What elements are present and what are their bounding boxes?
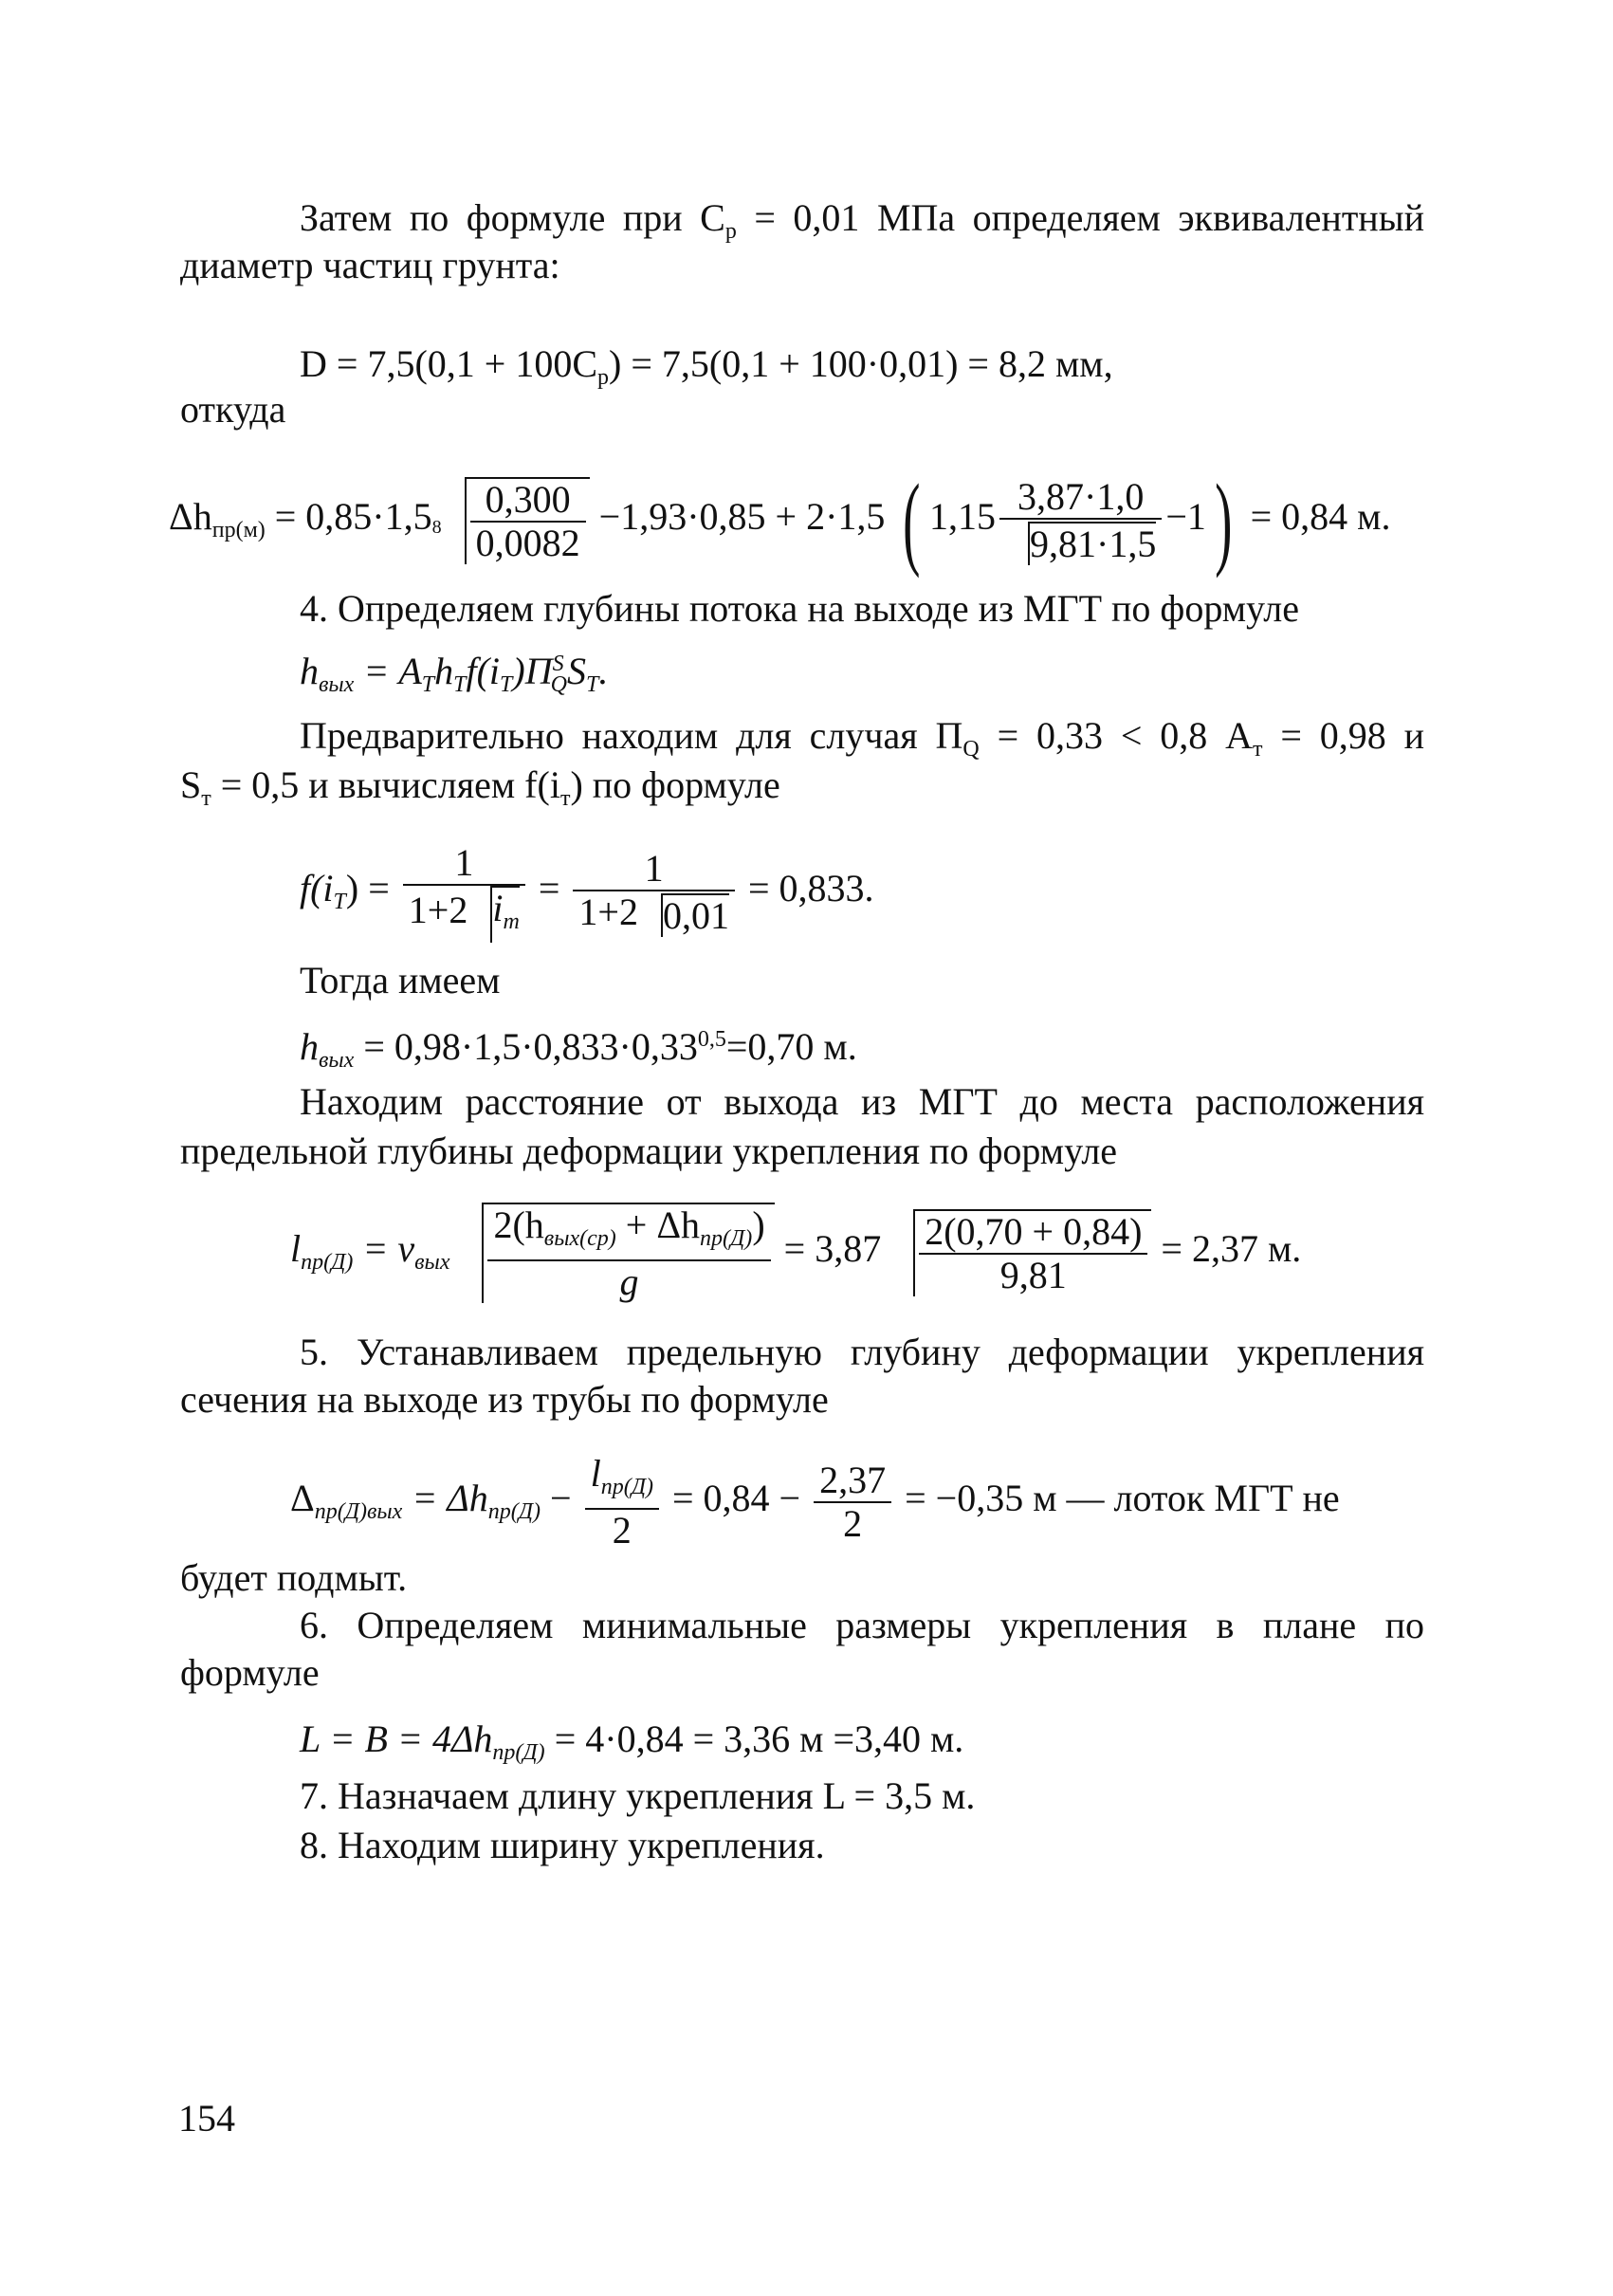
page-number: 154 <box>178 2097 235 2140</box>
equation-diameter: $D = 7,5(0,1 + 100C_р) = 7,5(0,1 + 100\cdot 0,01) = 8,2$ мм, <box>300 342 1113 390</box>
equation-hvyh-general: $h_{вых} = A_Th_Tf(i_T)П^S_QS_T$. <box>300 650 609 697</box>
equation-l-pr: $l_{пр(Д)} = v_{вых}$ $\frac{2(h_{вых(ср)} + \Delta h_{пр(Д)})}{g}$ = 3,87 $\frac{2(0,70 + 0,84)}{9,81}$ = 2,37 м. <box>290 1203 1302 1303</box>
text-budet: будет подмыт. <box>180 1556 408 1599</box>
word-togda: Тогда имеем <box>300 959 501 1001</box>
root-dh: $\frac{0,300}{0,0082}$ <box>442 477 590 564</box>
step-6-line2: формуле <box>180 1651 320 1694</box>
equation-delta-h: $\Delta h_{пр(м)} = 0,85\cdot 1,5^8$ $\frac{0,300}{0,0082}$ −1,93·0,85 + 2·1,5 ( 1,15 $\frac{3,87\cdot 1,0}{9,81\cdot 1,5}$ −1) = 0,84 м. <box>169 463 1391 579</box>
root-index: 8 <box>431 517 442 539</box>
step-5-line2: сечения на выходе из трубы по формуле <box>180 1378 829 1421</box>
paragraph-intro-line1: Затем по формуле при $С_р = 0,01$ МПа определяем эквивалентный <box>300 196 1424 244</box>
step-6-line1: 6. Определяем минимальные размеры укрепления в плане по <box>300 1604 1424 1646</box>
equation-lb: $L = B = 4\Delta h_{пр(Д)} = 4\cdot 0,84 = 3,36$ м =3,40 м. <box>300 1717 964 1765</box>
step-8: 8. Находим ширину укрепления. <box>300 1824 825 1866</box>
word-otkuda: откуда <box>180 388 286 431</box>
equation-delta: $\Delta_{пр(Д)вых} = \Delta h_{пр(Д)}$ − $\frac{l_{пр(Д)}}{2}$ = 0,84 − $\frac{2,37}{2}$ = −0,35 м — лоток МГТ не <box>290 1452 1340 1552</box>
paragraph-prelim-line2: $S_т = 0,5$ и вычисляем $f(i_т)$ по формуле <box>180 763 780 811</box>
equation-hvyh-value: $h_{вых} = 0,98\cdot 1,5\cdot 0,833\cdot 0,33^{0,5}=0,70$ м. <box>300 1025 857 1073</box>
step-4: 4. Определяем глубины потока на выходе из МГТ по формуле <box>300 587 1299 630</box>
paragraph-find-line2: предельной глубины деформации укрепления по формуле <box>180 1130 1118 1172</box>
paragraph-prelim-line1: Предварительно находим для случая $П_Q = 0,33 < 0,8$ $А_т = 0,98$ и <box>300 714 1425 762</box>
equation-f-it: $f(i_T)$ = $\frac{1}{1+2 i_m}$ = $\frac{1}{1+2 0,01}$ = 0,833. <box>300 842 874 943</box>
paragraph-intro-line2: диаметр частиц грунта: <box>180 244 560 286</box>
step-7: 7. Назначаем длину укрепления L = 3,5 м. <box>300 1774 976 1817</box>
step-5-line1: 5. Устанавливаем предельную глубину деформации укрепления <box>300 1331 1424 1373</box>
paragraph-find-line1: Находим расстояние от выхода из МГТ до места расположения <box>300 1080 1424 1123</box>
